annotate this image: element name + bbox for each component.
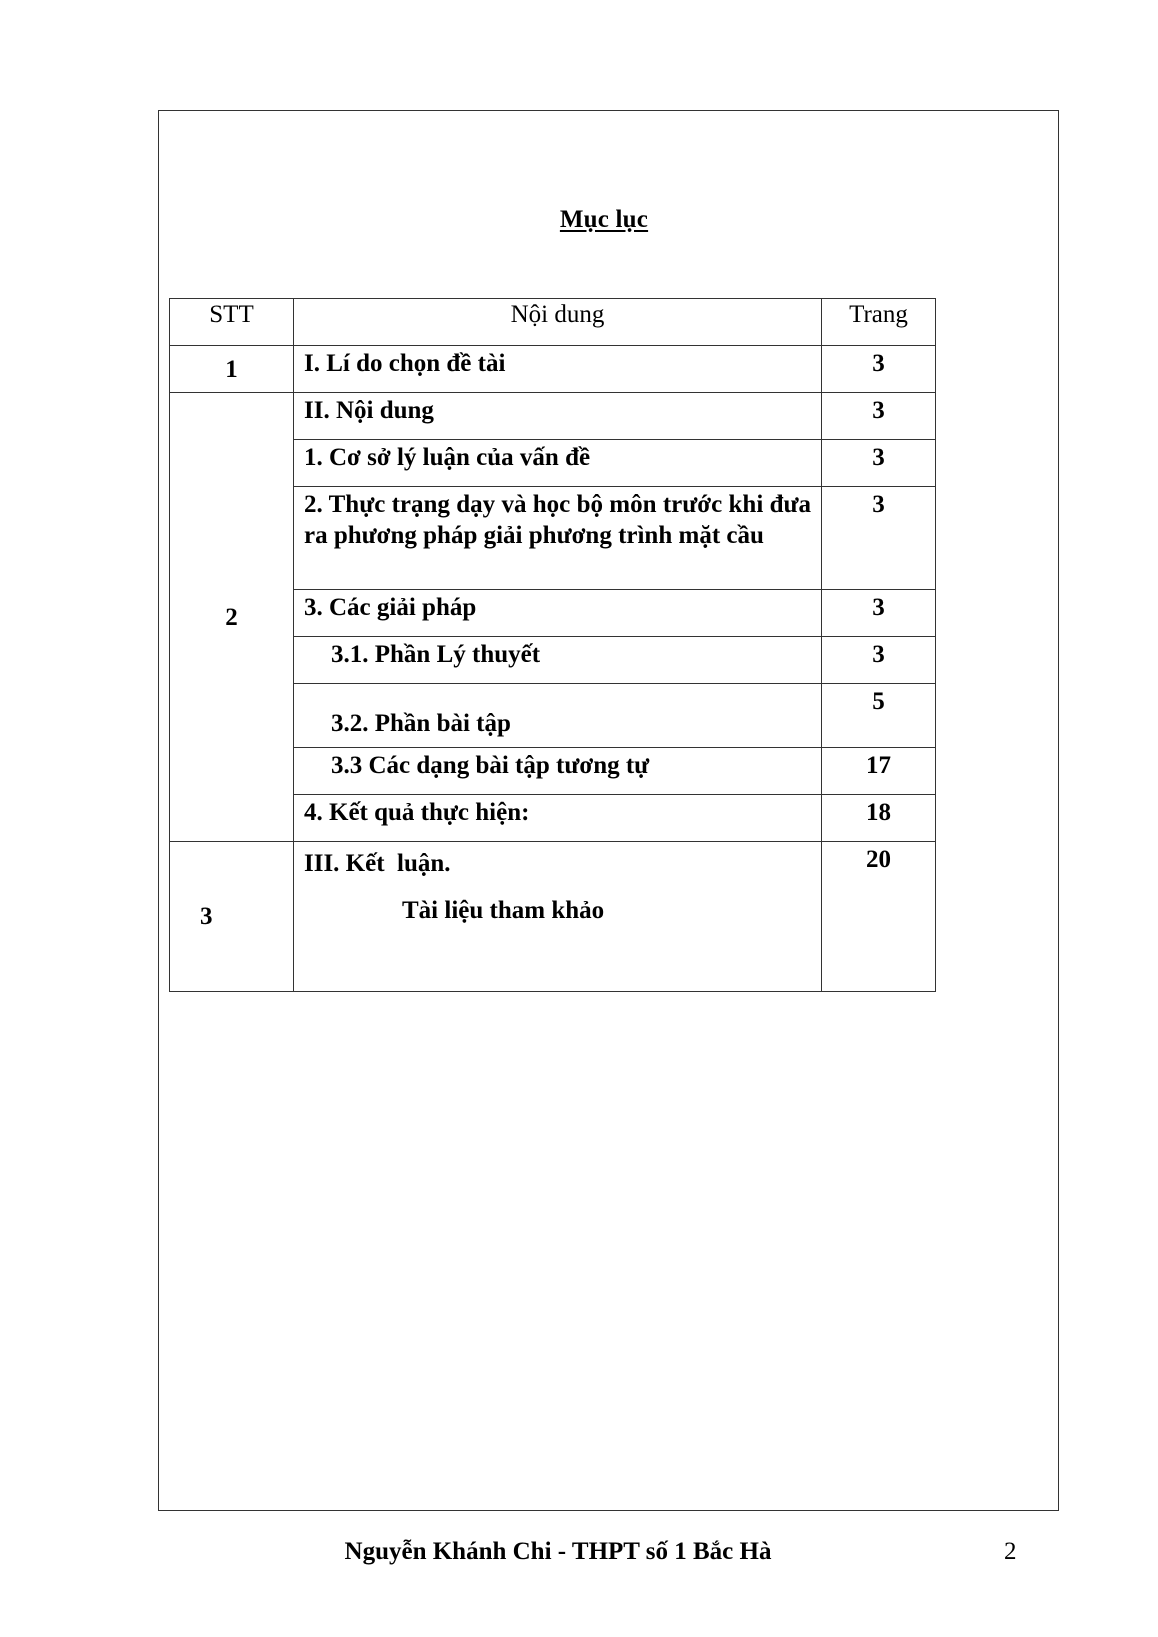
header-stt: STT — [170, 299, 294, 346]
row-content — [294, 842, 822, 992]
row-page: 5 — [822, 684, 936, 748]
row-stt: 2 — [170, 393, 294, 842]
row-content-text: 3.2. Phần bài tập — [331, 710, 511, 737]
row-content: 3.1. Phần Lý thuyết — [294, 637, 822, 684]
row-page: 3 — [822, 487, 936, 590]
row-stt: 1 — [170, 346, 294, 393]
row-content: I. Lí do chọn đề tài — [294, 346, 822, 393]
row-page: 3 — [822, 393, 936, 440]
row-stt — [170, 842, 294, 992]
header-content: Nội dung — [294, 299, 822, 346]
row-content — [294, 684, 822, 748]
references-link-text: Tài liệu tham khảo — [402, 897, 605, 924]
table-header-row — [170, 299, 936, 346]
page-number: 2 — [1004, 1538, 1017, 1565]
row-page: 17 — [822, 748, 936, 795]
row-page: 18 — [822, 795, 936, 842]
row-page: 3 — [822, 637, 936, 684]
footer-author: Nguyễn Khánh Chi - THPT số 1 Bắc Hà — [344, 1538, 772, 1565]
row-content-text: III. Kết luận. — [304, 850, 451, 877]
table-row — [170, 393, 936, 440]
row-content: 3. Các giải pháp — [294, 590, 822, 637]
header-page: Trang — [822, 299, 936, 346]
row-content: 3.3 Các dạng bài tập tương tự — [294, 748, 822, 795]
row-page: 3 — [822, 590, 936, 637]
row-page: 3 — [822, 346, 936, 393]
page-title: Mục lục — [559, 206, 649, 233]
row-content: 2. Thực trạng dạy và học bộ môn trước khi đưa ra phương pháp giải phương trình mặt cầu — [294, 487, 822, 590]
table-of-contents — [169, 298, 936, 992]
table-row — [170, 842, 936, 992]
row-content: 1. Cơ sở lý luận của vấn đề — [294, 440, 822, 487]
row-page: 3 — [822, 440, 936, 487]
table-row — [170, 346, 936, 393]
row-page: 20 — [822, 842, 936, 992]
row-content: II. Nội dung — [294, 393, 822, 440]
row-content: 4. Kết quả thực hiện: — [294, 795, 822, 842]
row-stt-text: 3 — [200, 903, 213, 930]
